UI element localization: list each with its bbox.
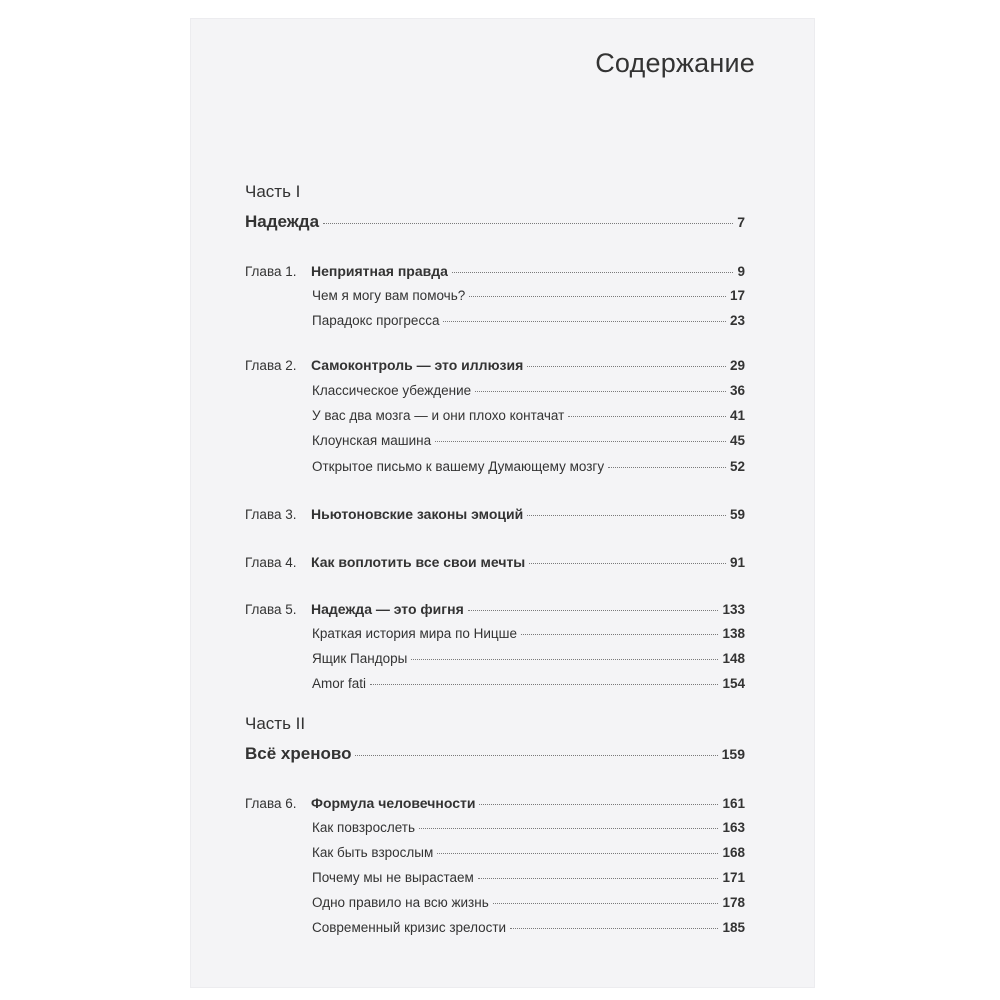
page-number: 138 — [722, 626, 745, 641]
toc-part-title[interactable] — [245, 744, 745, 766]
chapter-title: Как воплотить все свои мечты — [311, 554, 526, 570]
section-title: Клоунская машина — [312, 433, 432, 448]
chapter-title: Формула человечности — [311, 795, 476, 811]
part-title: Всё хреново — [245, 744, 352, 763]
toc-section[interactable] — [312, 870, 745, 892]
toc-chapter[interactable] — [245, 554, 745, 576]
toc-section[interactable] — [312, 459, 745, 481]
dot-leader — [493, 903, 719, 904]
page-number: 154 — [722, 676, 745, 691]
dot-leader — [469, 296, 726, 297]
dot-leader — [419, 828, 718, 829]
chapter-title: Надежда — это фигня — [311, 601, 464, 617]
section-title: Современный кризис зрелости — [312, 920, 507, 935]
page-number: 171 — [722, 870, 745, 885]
dot-leader — [510, 928, 718, 929]
toc-chapter[interactable] — [245, 357, 745, 379]
toc-part-title[interactable] — [245, 212, 745, 234]
dot-leader — [435, 441, 726, 442]
toc-section[interactable] — [312, 676, 745, 698]
toc-chapter[interactable] — [245, 601, 745, 623]
section-title: Краткая история мира по Ницше — [312, 626, 517, 641]
page-number: 29 — [729, 358, 745, 373]
toc-section[interactable] — [312, 626, 745, 648]
toc-section[interactable] — [312, 433, 745, 455]
section-title: Как повзрослеть — [312, 820, 415, 835]
page-number: 17 — [729, 288, 745, 303]
dot-leader — [527, 366, 726, 367]
dot-leader — [568, 416, 726, 417]
toc-section[interactable] — [312, 288, 745, 310]
page-number: 52 — [729, 459, 745, 474]
section-title: Amor fati — [312, 676, 367, 691]
dot-leader — [443, 321, 726, 322]
part-title: Надежда — [245, 212, 320, 231]
page-number: 163 — [722, 820, 745, 835]
dot-leader — [468, 610, 719, 611]
page-number: 45 — [729, 433, 745, 448]
section-title: У вас два мозга — и они плохо контачат — [312, 408, 565, 423]
dot-leader — [411, 659, 718, 660]
part-label: Часть II — [245, 714, 306, 733]
page-number: 148 — [722, 651, 745, 666]
toc-section[interactable] — [312, 920, 745, 942]
page-number: 185 — [722, 920, 745, 935]
chapter-number: Глава 5. — [245, 602, 297, 617]
page-number: 36 — [729, 383, 745, 398]
dot-leader — [478, 878, 719, 879]
chapter-title: Самоконтроль — это иллюзия — [311, 357, 524, 373]
section-title: Почему мы не вырастаем — [312, 870, 474, 885]
page-number: 178 — [722, 895, 745, 910]
page-number: 41 — [729, 408, 745, 423]
toc-chapter[interactable] — [245, 795, 745, 817]
page-number: 23 — [729, 313, 745, 328]
chapter-number: Глава 1. — [245, 264, 297, 279]
toc-chapter[interactable] — [245, 263, 745, 285]
chapter-number: Глава 2. — [245, 358, 297, 373]
dot-leader — [479, 804, 718, 805]
page-number: 59 — [729, 507, 745, 522]
page-number: 168 — [722, 845, 745, 860]
dot-leader — [452, 272, 734, 273]
page-number: 159 — [721, 746, 745, 762]
toc-section[interactable] — [312, 845, 745, 867]
toc-section[interactable] — [312, 313, 745, 335]
toc-section[interactable] — [312, 820, 745, 842]
toc-chapter[interactable] — [245, 506, 745, 528]
section-title: Как быть взрослым — [312, 845, 434, 860]
page-title: Содержание — [595, 48, 755, 78]
chapter-number: Глава 6. — [245, 796, 297, 811]
dot-leader — [370, 684, 718, 685]
chapter-number: Глава 3. — [245, 507, 297, 522]
dot-leader — [529, 563, 726, 564]
section-title: Классическое убеждение — [312, 383, 472, 398]
dot-leader — [437, 853, 718, 854]
toc-section[interactable] — [312, 895, 745, 917]
section-title: Открытое письмо к вашему Думающему мозгу — [312, 459, 605, 474]
page-number: 133 — [722, 602, 745, 617]
chapter-title: Ньютоновские законы эмоций — [311, 506, 524, 522]
toc-section[interactable] — [312, 383, 745, 405]
section-title: Ящик Пандоры — [312, 651, 408, 666]
chapter-number: Глава 4. — [245, 555, 297, 570]
page-number: 7 — [737, 214, 745, 230]
page-number: 9 — [737, 264, 745, 279]
page-number: 91 — [729, 555, 745, 570]
section-title: Чем я могу вам помочь? — [312, 288, 466, 303]
section-title: Одно правило на всю жизнь — [312, 895, 489, 910]
dot-leader — [608, 467, 726, 468]
part-label: Часть I — [245, 182, 301, 201]
chapter-title: Неприятная правда — [311, 263, 448, 279]
book-page — [190, 18, 815, 988]
page-number: 161 — [722, 796, 745, 811]
section-title: Парадокс прогресса — [312, 313, 440, 328]
dot-leader — [527, 515, 726, 516]
dot-leader — [521, 634, 718, 635]
toc-section[interactable] — [312, 651, 745, 673]
dot-leader — [355, 755, 717, 756]
dot-leader — [323, 223, 733, 224]
dot-leader — [475, 391, 726, 392]
toc-section[interactable] — [312, 408, 745, 430]
